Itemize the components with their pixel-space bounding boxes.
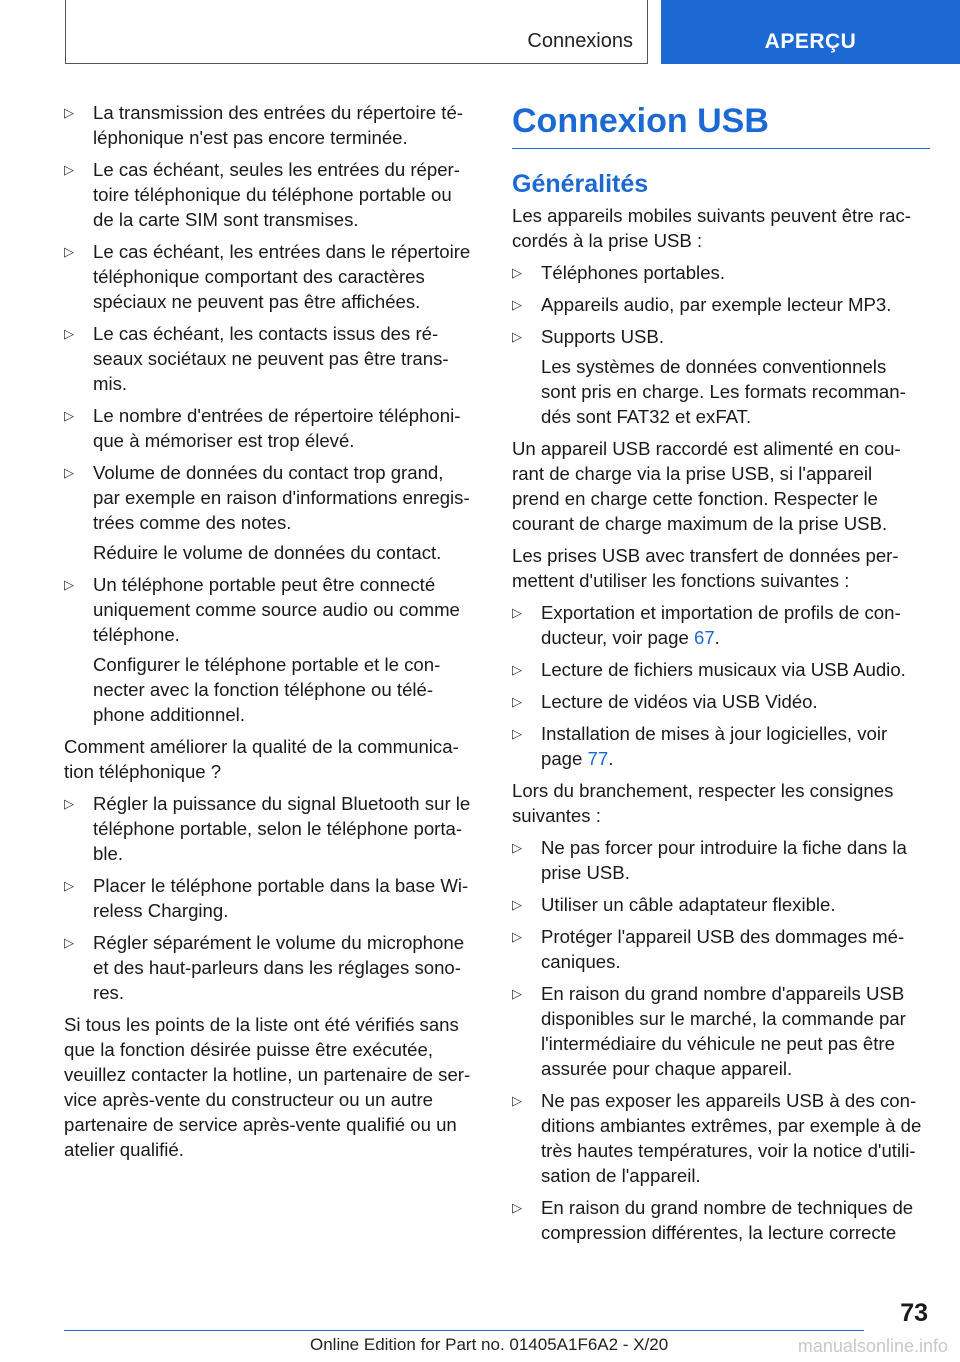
footer-watermark: manualsonline.info	[797, 1336, 948, 1356]
list-item: ▷ La transmission des entrées du répertoire té- léphonique n'est pas encore terminée.	[64, 102, 463, 148]
triangle-right-icon: ▷	[64, 796, 74, 811]
triangle-right-icon: ▷	[512, 1093, 522, 1108]
triangle-right-icon: ▷	[512, 840, 522, 855]
list-item: ▷ Volume de données du contact trop grand, par exemple en raison d'informations enregis- trées comme des notes.	[64, 462, 470, 533]
footer-divider	[64, 1330, 864, 1331]
triangle-right-icon: ▷	[512, 726, 522, 741]
list-item: ▷ Un téléphone portable peut être connecté uniquement comme source audio ou comme téléphone.	[64, 574, 460, 645]
triangle-right-icon: ▷	[512, 297, 522, 312]
paragraph-transfer: Les prises USB avec transfert de données per- mettent d'utiliser les fonctions suivantes :	[512, 545, 899, 591]
paragraph-hotline: Si tous les points de la liste ont été vérifiés sans que la fonction désirée puisse être exécutée, veuillez contacter la hotline, un partenaire de ser- vice après-vente du constructeur ou un autre partenaire de service après-vente qualifié ou un atelier qualifié.	[64, 1014, 471, 1160]
triangle-right-icon: ▷	[64, 465, 74, 480]
triangle-right-icon: ▷	[512, 605, 522, 620]
triangle-right-icon: ▷	[64, 326, 74, 341]
page-link-77[interactable]: 77	[587, 748, 609, 769]
list-item: ▷ Régler la puissance du signal Bluetooth sur le téléphone portable, selon le téléphone porta- ble.	[64, 793, 471, 864]
triangle-right-icon: ▷	[512, 329, 522, 344]
header-tab-apercu[interactable]: APERÇU	[661, 0, 960, 64]
page-number: 73	[900, 1299, 928, 1327]
list-subtext: Réduire le volume de données du contact.	[93, 542, 442, 563]
list-item: ▷ Lecture de vidéos via USB Vidéo.	[512, 691, 818, 712]
section-title: Connexion USB	[512, 100, 930, 149]
list-item: ▷ Ne pas exposer les appareils USB à des con- ditions ambiantes extrêmes, par exemple à de très hautes températures, voir la notice d'utili- sation de l'appareil.	[512, 1090, 922, 1186]
paragraph-connect: Lors du branchement, respecter les consignes suivantes :	[512, 780, 894, 826]
list-item: ▷ Téléphones portables.	[512, 262, 725, 283]
page-link-67[interactable]: 67	[693, 627, 715, 648]
triangle-right-icon: ▷	[512, 265, 522, 280]
list-item: ▷ Le cas échéant, les contacts issus des ré- seaux sociétaux ne peuvent pas être trans- mis.	[64, 323, 449, 394]
paragraph-quality: Comment améliorer la qualité de la communica- tion téléphonique ?	[64, 736, 459, 782]
triangle-right-icon: ▷	[64, 935, 74, 950]
list-item: ▷ En raison du grand nombre d'appareils USB disponibles sur le marché, la commande par l'intermédiaire du véhicule ne peut pas être assurée pour chaque appareil.	[512, 983, 906, 1079]
triangle-right-icon: ▷	[64, 162, 74, 177]
header-section-box	[65, 0, 648, 64]
left-column	[64, 100, 480, 1169]
list-item: ▷ Le nombre d'entrées de répertoire téléphoni- que à mémoriser est trop élevé.	[64, 405, 461, 451]
page-header	[0, 0, 960, 66]
footer-edition: Online Edition for Part no. 01405A1F6A2 - X/20	[310, 1335, 669, 1354]
triangle-right-icon: ▷	[64, 878, 74, 893]
triangle-right-icon: ▷	[64, 105, 74, 120]
list-item: ▷ Le cas échéant, les entrées dans le répertoire téléphonique comportant des caractères spéciaux ne peuvent pas être affichées.	[64, 241, 471, 312]
triangle-right-icon: ▷	[512, 1200, 522, 1215]
list-subtext: Les systèmes de données conventionnels sont pris en charge. Les formats recomman- dés sont FAT32 et exFAT.	[541, 356, 906, 427]
list-item: ▷ Supports USB.	[512, 326, 664, 347]
triangle-right-icon: ▷	[64, 408, 74, 423]
list-item: ▷ En raison du grand nombre de techniques de compression différentes, la lecture correcte	[512, 1197, 914, 1243]
list-item: ▷ Appareils audio, par exemple lecteur MP3.	[512, 294, 892, 315]
paragraph-intro: Les appareils mobiles suivants peuvent être rac- cordés à la prise USB :	[512, 205, 911, 251]
triangle-right-icon: ▷	[512, 897, 522, 912]
header-section-title: Connexions	[527, 30, 633, 52]
triangle-right-icon: ▷	[64, 577, 74, 592]
paragraph-charge: Un appareil USB raccordé est alimenté en cou- rant de charge via la prise USB, si l'appareil prend en charge cette fonction. Respecter le courant de charge maximum de la prise USB.	[512, 438, 901, 534]
list-item: ▷ Le cas échéant, seules les entrées du réper- toire téléphonique du téléphone portable ou de la carte SIM sont transmises.	[64, 159, 460, 230]
list-item: ▷ Protéger l'appareil USB des dommages mé- caniques.	[512, 926, 905, 972]
list-item: ▷ Utiliser un câble adaptateur flexible.	[512, 894, 836, 915]
list-subtext: Configurer le téléphone portable et le con- necter avec la fonction téléphone ou télé- phone additionnel.	[93, 654, 441, 725]
triangle-right-icon: ▷	[64, 244, 74, 259]
list-item: ▷ Régler séparément le volume du microphone et des haut-parleurs dans les réglages sono- res.	[64, 932, 465, 1003]
triangle-right-icon: ▷	[512, 662, 522, 677]
triangle-right-icon: ▷	[512, 694, 522, 709]
list-item: ▷ Exportation et importation de profils de con- ducteur, voir page 67.	[512, 602, 901, 648]
list-item: ▷ Placer le téléphone portable dans la base Wi- reless Charging.	[64, 875, 469, 921]
list-item: ▷ Lecture de fichiers musicaux via USB Audio.	[512, 659, 906, 680]
list-item: ▷ Installation de mises à jour logicielles, voir page 77.	[512, 723, 888, 769]
right-column	[512, 100, 930, 1252]
triangle-right-icon: ▷	[512, 986, 522, 1001]
triangle-right-icon: ▷	[512, 929, 522, 944]
list-item: ▷ Ne pas forcer pour introduire la fiche dans la prise USB.	[512, 837, 907, 883]
section-subtitle: Généralités	[512, 170, 649, 198]
